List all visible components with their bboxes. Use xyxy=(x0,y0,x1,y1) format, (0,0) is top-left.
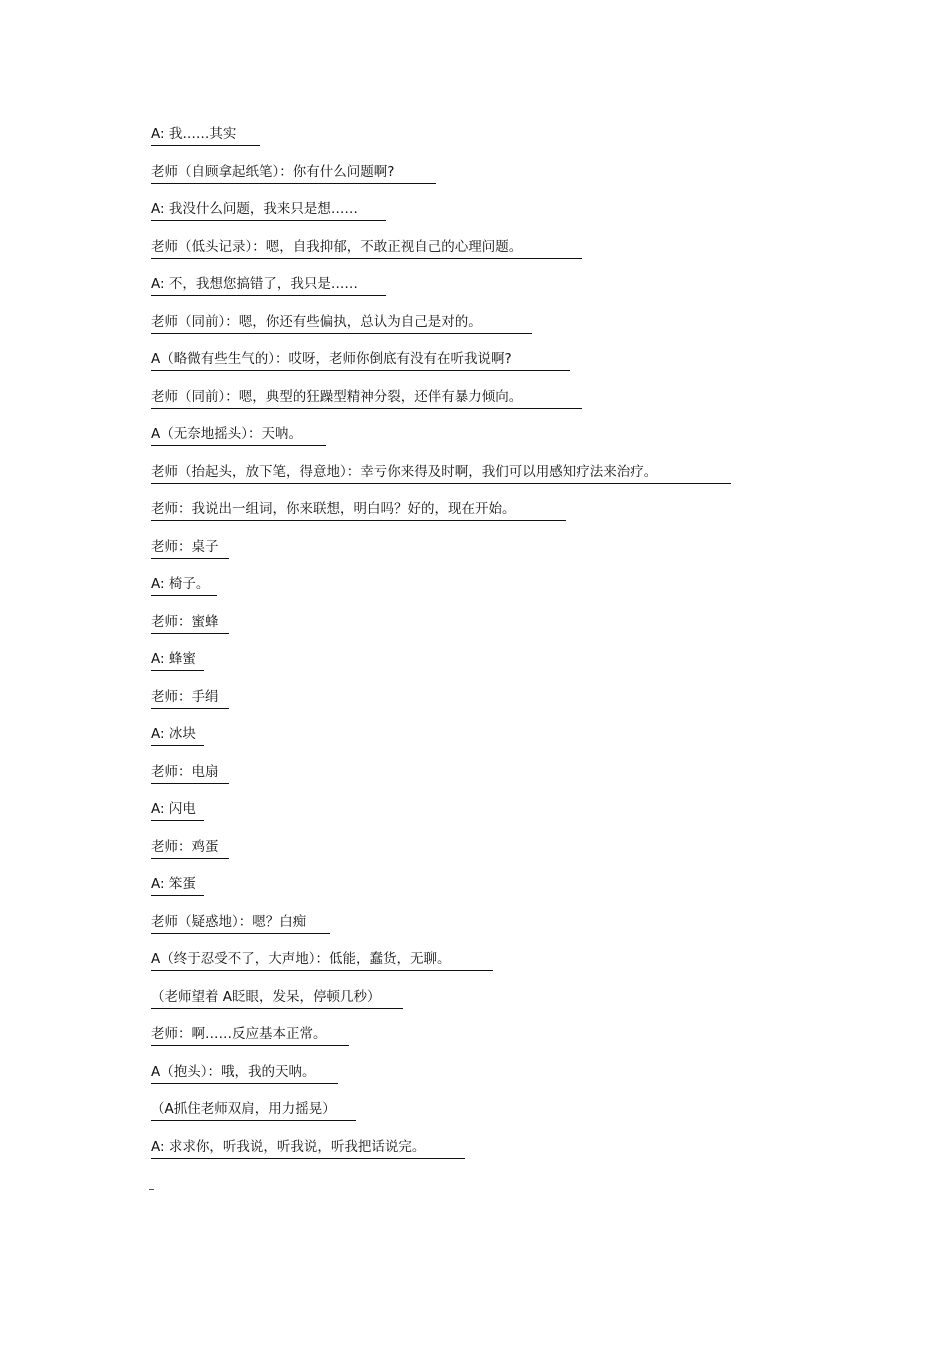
dialogue-line xyxy=(151,1137,851,1175)
dialogue-line xyxy=(151,162,851,200)
dialogue-line xyxy=(151,912,851,950)
dialogue-line-text: A: 不，我想您搞错了，我只是…… xyxy=(151,274,386,296)
dialogue-line xyxy=(151,274,851,312)
dialogue-line xyxy=(151,949,851,987)
dialogue-line-text: A（无奈地摇头）：天呐。 xyxy=(151,424,326,446)
footer-mark xyxy=(149,1189,154,1190)
dialogue-line-text: 老师：手绢 xyxy=(151,687,229,709)
dialogue-line xyxy=(151,724,851,762)
dialogue-line-text: A: 冰块 xyxy=(151,724,204,746)
dialogue-line-text: 老师：鸡蛋 xyxy=(151,837,229,859)
dialogue-line-text: 老师（疑惑地）：嗯？白痴 xyxy=(151,912,330,934)
dialogue-line-text: A: 蜂蜜 xyxy=(151,649,204,671)
dialogue-line xyxy=(151,612,851,650)
dialogue-line-text: A（终于忍受不了，大声地）：低能，蠢货，无聊。 xyxy=(151,949,493,971)
dialogue-line-text: （A抓住老师双肩，用力摇晃） xyxy=(151,1099,356,1121)
dialogue-line xyxy=(151,874,851,912)
dialogue-line xyxy=(151,762,851,800)
dialogue-line xyxy=(151,1024,851,1062)
dialogue-line-text: A: 求求你，听我说，听我说，听我把话说完。 xyxy=(151,1137,465,1159)
dialogue-line-text: 老师（抬起头，放下笔，得意地）：幸亏你来得及时啊，我们可以用感知疗法来治疗。 xyxy=(151,462,731,484)
dialogue-line-text: 老师（低头记录）：嗯，自我抑郁，不敢正视自己的心理问题。 xyxy=(151,237,582,259)
dialogue-line-text: A（抱头）：哦，我的天呐。 xyxy=(151,1062,338,1084)
dialogue-line-text: 老师：啊……反应基本正常。 xyxy=(151,1024,349,1046)
dialogue-line xyxy=(151,799,851,837)
dialogue-line-text: （老师望着 A眨眼，发呆，停顿几秒） xyxy=(151,987,403,1009)
dialogue-line xyxy=(151,349,851,387)
dialogue-line xyxy=(151,199,851,237)
dialogue-line xyxy=(151,1099,851,1137)
dialogue-line xyxy=(151,537,851,575)
dialogue-line xyxy=(151,649,851,687)
dialogue-line xyxy=(151,1062,851,1100)
dialogue-line-text: A: 我……其实 xyxy=(151,124,260,146)
dialogue-line xyxy=(151,237,851,275)
dialogue-line xyxy=(151,499,851,537)
dialogue-line-text: A: 椅子。 xyxy=(151,574,217,596)
dialogue-line-text: A（略微有些生气的）：哎呀，老师你倒底有没有在听我说啊? xyxy=(151,349,570,371)
dialogue-line xyxy=(151,462,851,500)
dialogue-line-text: A: 我没什么问题，我来只是想…… xyxy=(151,199,386,221)
dialogue-line-text: 老师：桌子 xyxy=(151,537,229,559)
dialogue-line xyxy=(151,837,851,875)
dialogue-line-text: 老师：电扇 xyxy=(151,762,229,784)
dialogue-lines xyxy=(151,124,851,1174)
dialogue-line xyxy=(151,124,851,162)
dialogue-line xyxy=(151,574,851,612)
dialogue-line-text: A: 闪电 xyxy=(151,799,204,821)
dialogue-line xyxy=(151,424,851,462)
dialogue-line-text: 老师：蜜蜂 xyxy=(151,612,229,634)
dialogue-line xyxy=(151,387,851,425)
dialogue-line-text: 老师（同前）：嗯，典型的狂躁型精神分裂，还伴有暴力倾向。 xyxy=(151,387,582,409)
dialogue-line-text: 老师（自顾拿起纸笔）：你有什么问题啊? xyxy=(151,162,436,184)
dialogue-line-text: 老师（同前）：嗯，你还有些偏执，总认为自己是对的。 xyxy=(151,312,532,334)
dialogue-line xyxy=(151,987,851,1025)
dialogue-line-text: 老师：我说出一组词，你来联想，明白吗？好的，现在开始。 xyxy=(151,499,566,521)
dialogue-line xyxy=(151,312,851,350)
dialogue-line xyxy=(151,687,851,725)
dialogue-line-text: A: 笨蛋 xyxy=(151,874,204,896)
